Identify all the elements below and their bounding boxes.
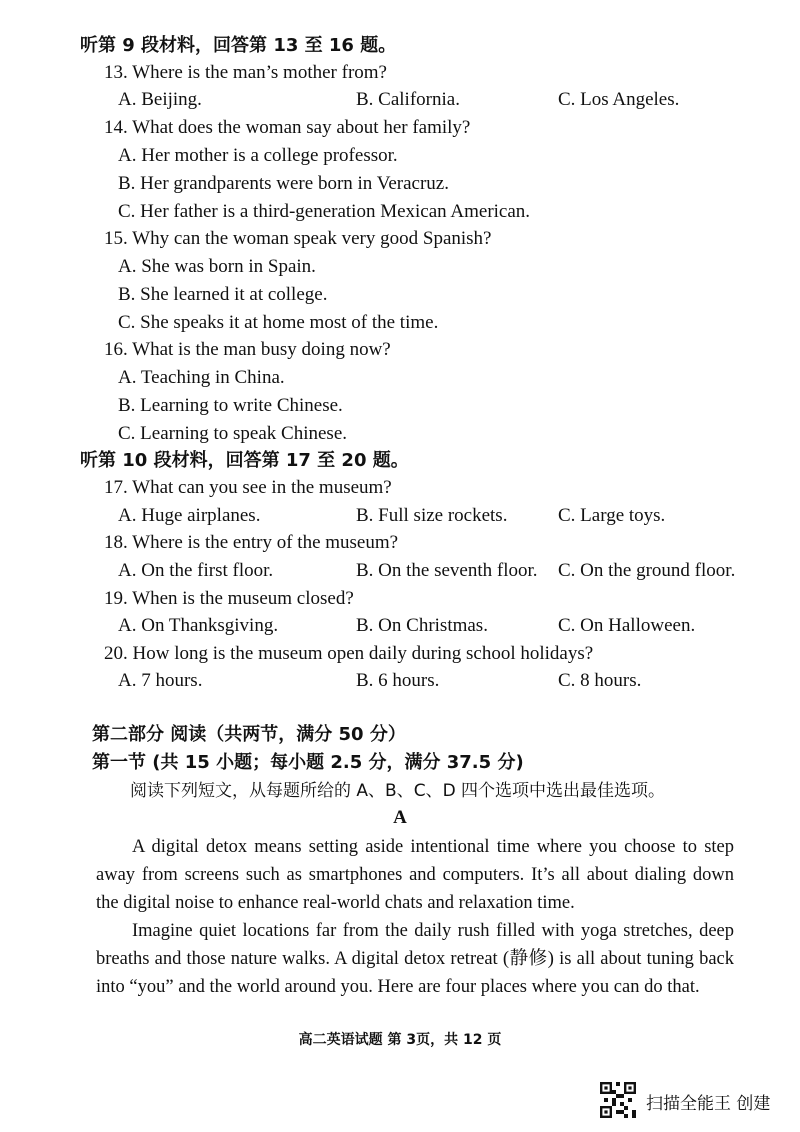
question-19-stem: 19. When is the museum closed? (104, 588, 354, 609)
question-15-option-b: B. She learned it at college. (118, 284, 328, 305)
question-16-option-a: A. Teaching in China. (118, 367, 285, 388)
question-14-option-a: A. Her mother is a college professor. (118, 145, 398, 166)
question-16-stem: 16. What is the man busy doing now? (104, 339, 391, 360)
question-17-option-a: A. Huge airplanes. (118, 505, 261, 526)
passage-paragraph-2: Imagine quiet locations far from the daily rush filled with yoga stretches, deep breaths and those nature walks. A digital detox retreat (静修) is all about tuning back into “you” and the world around you. Here are four places where you can do that. (96, 921, 734, 997)
question-18-stem: 18. Where is the entry of the museum? (104, 532, 399, 553)
reading-instruction: 阅读下列短文，从每题所给的 A、B、C、D 四个选项中选出最佳选项。 (130, 781, 666, 801)
question-13-stem: 13. Where is the man’s mother from? (104, 62, 387, 83)
question-20-option-a: A. 7 hours. (118, 670, 203, 691)
question-19-option-c: C. On Halloween. (558, 615, 696, 636)
question-15-stem: 15. Why can the woman speak very good Spanish? (104, 228, 492, 249)
question-20-stem: 20. How long is the museum open daily during school holidays? (104, 643, 594, 664)
scanner-watermark-text: 扫描全能王 创建 (646, 1094, 771, 1114)
question-20-option-c: C. 8 hours. (558, 670, 642, 691)
passage-letter: A (393, 807, 407, 828)
question-14-option-b: B. Her grandparents were born in Veracruz. (118, 173, 449, 194)
question-18-option-c: C. On the ground floor. (558, 560, 736, 581)
question-17-option-b: B. Full size rockets. (356, 505, 508, 526)
question-15-option-c: C. She speaks it at home most of the time. (118, 312, 439, 333)
question-16-option-c: C. Learning to speak Chinese. (118, 423, 348, 444)
question-14-option-c: C. Her father is a third-generation Mexican American. (118, 201, 531, 222)
question-13-option-a: A. Beijing. (118, 89, 202, 110)
passage-paragraph-1: A digital detox means setting aside intentional time where you choose to step away from screens such as smartphones and computers. It’s all about dialing down the digital noise to enhance real-world chats and relaxation time. (96, 837, 734, 913)
question-18-option-b: B. On the seventh floor. (356, 560, 538, 581)
question-18-option-a: A. On the first floor. (118, 560, 274, 581)
question-16-option-b: B. Learning to write Chinese. (118, 395, 343, 416)
question-17-option-c: C. Large toys. (558, 505, 666, 526)
question-17-stem: 17. What can you see in the museum? (104, 477, 392, 498)
section-9-heading: 听第 9 段材料，回答第 13 至 16 题。 (80, 35, 397, 56)
question-13-option-b: B. California. (356, 89, 460, 110)
page-footer: 高二英语试题 第 3页，共 12 页 (298, 1032, 502, 1048)
question-19-option-b: B. On Christmas. (356, 615, 488, 636)
part-2-subheading: 第一节 (共 15 小题；每小题 2.5 分，满分 37.5 分) (92, 752, 524, 773)
question-20-option-b: B. 6 hours. (356, 670, 440, 691)
question-13-option-c: C. Los Angeles. (558, 89, 680, 110)
qr-code-icon (600, 1082, 636, 1118)
section-10-heading: 听第 10 段材料，回答第 17 至 20 题。 (80, 450, 409, 471)
question-15-option-a: A. She was born in Spain. (118, 256, 316, 277)
question-14-stem: 14. What does the woman say about her family? (104, 117, 471, 138)
part-2-heading: 第二部分 阅读（共两节，满分 50 分） (92, 724, 406, 745)
question-19-option-a: A. On Thanksgiving. (118, 615, 279, 636)
